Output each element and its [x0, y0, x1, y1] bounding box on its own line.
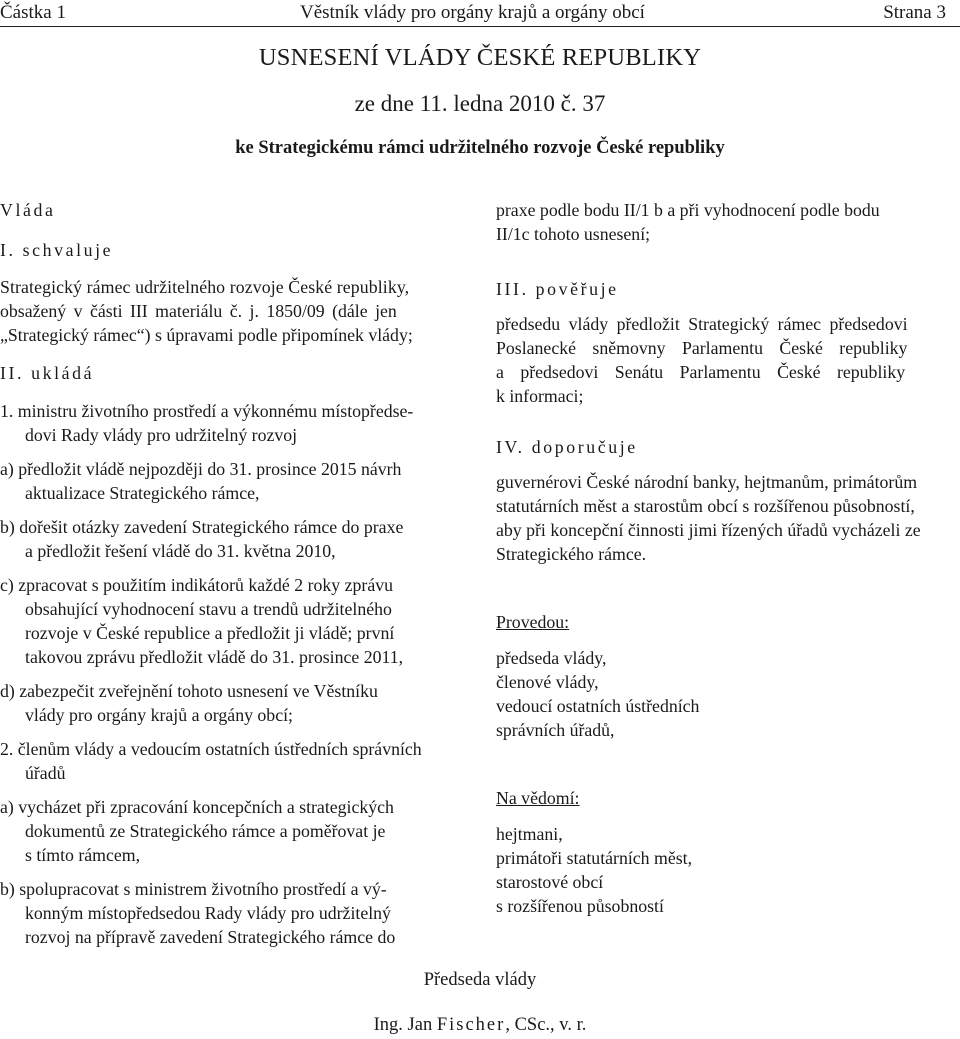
text-line: praxe podle bodu II/1 b a při vyhodnocení podle bodu	[496, 200, 880, 220]
signatory-surname: Fischer	[436, 1015, 506, 1035]
text-line: konným místopředsedou Rady vlády pro udržitelný	[25, 903, 391, 923]
text-line: obsahující vyhodnocení stavu a trendů udržitelného	[25, 599, 392, 619]
text-line: a) předložit vládě nejpozději do 31. prosince 2015 návrh	[0, 459, 402, 479]
list-item: hejtmani,	[496, 824, 563, 844]
right-column	[496, 198, 960, 918]
text-line: statutárních měst a starostům obcí s rozšířenou působností,	[496, 496, 915, 516]
vlada-label: Vláda	[0, 200, 56, 220]
text-line: k informaci;	[496, 386, 584, 406]
text-line: a) vycházet při zpracování koncepčních a strategických	[0, 797, 394, 817]
text-line: c) zpracovat s použitím indikátorů každé 2 roky zprávu	[0, 575, 394, 595]
section-4-heading: IV. doporučuje	[496, 437, 638, 457]
text-line: a předsedovi Senátu Parlamentu České republiky	[496, 362, 906, 382]
text-line: rozvoje v České republice a předložit ji vládě; první	[25, 623, 395, 643]
signatory-role: Předseda vlády	[423, 970, 537, 990]
section-4-text	[496, 470, 960, 566]
provedou-list	[496, 646, 960, 742]
text-line: předsedu vlády předložit Strategický rámec předsedovi	[496, 314, 908, 334]
point-2b-continuation	[496, 198, 960, 246]
text-line: d) zabezpečit zveřejnění tohoto usnesení ve Věstníku	[0, 681, 378, 701]
point-1a	[0, 457, 465, 505]
text-line: dovi Rady vlády pro udržitelný rozvoj	[25, 425, 298, 445]
na-vedomi-label: Na vědomí:	[496, 788, 580, 808]
section-3-text	[496, 312, 960, 408]
left-column	[0, 198, 465, 949]
text-line: aby při koncepční činnosti jimi řízených úřadů vycházeli ze	[496, 520, 921, 540]
text-line: rozvoj na přípravě zavedení Strategického rámce do	[25, 927, 396, 947]
issue-number: Částka 1	[0, 2, 66, 23]
point-2	[0, 737, 465, 785]
text-line: dokumentů ze Strategického rámce a poměřovat je	[25, 821, 386, 841]
resolution-subject: ke Strategickému rámci udržitelného rozvoje České republiky	[235, 138, 725, 158]
list-item: starostové obcí	[496, 872, 604, 892]
text-line: Strategického rámce.	[496, 544, 647, 564]
signatory-suffix: , CSc., v. r.	[505, 1015, 587, 1035]
text-line: II/1c tohoto usnesení;	[496, 224, 651, 244]
list-item: primátoři statutárních měst,	[496, 848, 693, 868]
provedou-label: Provedou:	[496, 612, 570, 632]
list-item: s rozšířenou působností	[496, 896, 664, 916]
text-line: aktualizace Strategického rámce,	[25, 483, 260, 503]
text-line: Strategický rámec udržitelného rozvoje České republiky,	[0, 277, 410, 297]
section-3-heading: III. pověřuje	[496, 279, 619, 299]
section-1-heading: I. schvaluje	[0, 240, 114, 260]
resolution-date: ze dne 11. ledna 2010 č. 37	[354, 91, 606, 116]
list-item: předseda vlády,	[496, 648, 607, 668]
point-2b	[0, 877, 465, 949]
section-2-heading: II. ukládá	[0, 363, 95, 383]
page-header	[0, 0, 960, 27]
page-number: Strana 3	[883, 2, 946, 23]
text-line: s tímto rámcem,	[25, 845, 141, 865]
section-1-text	[0, 275, 465, 347]
text-line: a předložit řešení vládě do 31. května 2010,	[25, 541, 336, 561]
point-2a	[0, 795, 465, 867]
text-line: vlády pro orgány krajů a orgány obcí;	[25, 705, 293, 725]
signatory-name	[0, 1015, 960, 1036]
point-1d	[0, 679, 465, 727]
text-line: „Strategický rámec“) s úpravami podle připomínek vlády;	[0, 325, 413, 345]
point-1b	[0, 515, 465, 563]
text-line: guvernérovi České národní banky, hejtmanům, primátorům	[496, 472, 918, 492]
signatory-prefix: Ing. Jan	[373, 1015, 433, 1035]
text-line: Poslanecké sněmovny Parlamentu České republiky	[496, 338, 908, 358]
text-line: úřadů	[25, 763, 66, 783]
journal-title: Věstník vlády pro orgány krajů a orgány obcí	[300, 2, 645, 23]
list-item: správních úřadů,	[496, 720, 615, 740]
text-line: takovou zprávu předložit vládě do 31. prosince 2011,	[25, 647, 404, 667]
list-item: členové vlády,	[496, 672, 599, 692]
text-line: obsažený v části III materiálu č. j. 1850/09 (dále jen	[0, 301, 397, 321]
text-line: b) spolupracovat s ministrem životního prostředí a vý-	[0, 879, 387, 899]
resolution-title: USNESENÍ VLÁDY ČESKÉ REPUBLIKY	[258, 44, 702, 71]
text-line: b) dořešit otázky zavedení Strategického rámce do praxe	[0, 517, 404, 537]
list-item: vedoucí ostatních ústředních	[496, 696, 700, 716]
na-vedomi-list	[496, 822, 960, 918]
point-1c	[0, 573, 465, 669]
point-1	[0, 399, 465, 447]
text-line: 2. členům vlády a vedoucím ostatních ústředních správních	[0, 739, 422, 759]
text-line: 1. ministru životního prostředí a výkonnému místopředse-	[0, 401, 414, 421]
